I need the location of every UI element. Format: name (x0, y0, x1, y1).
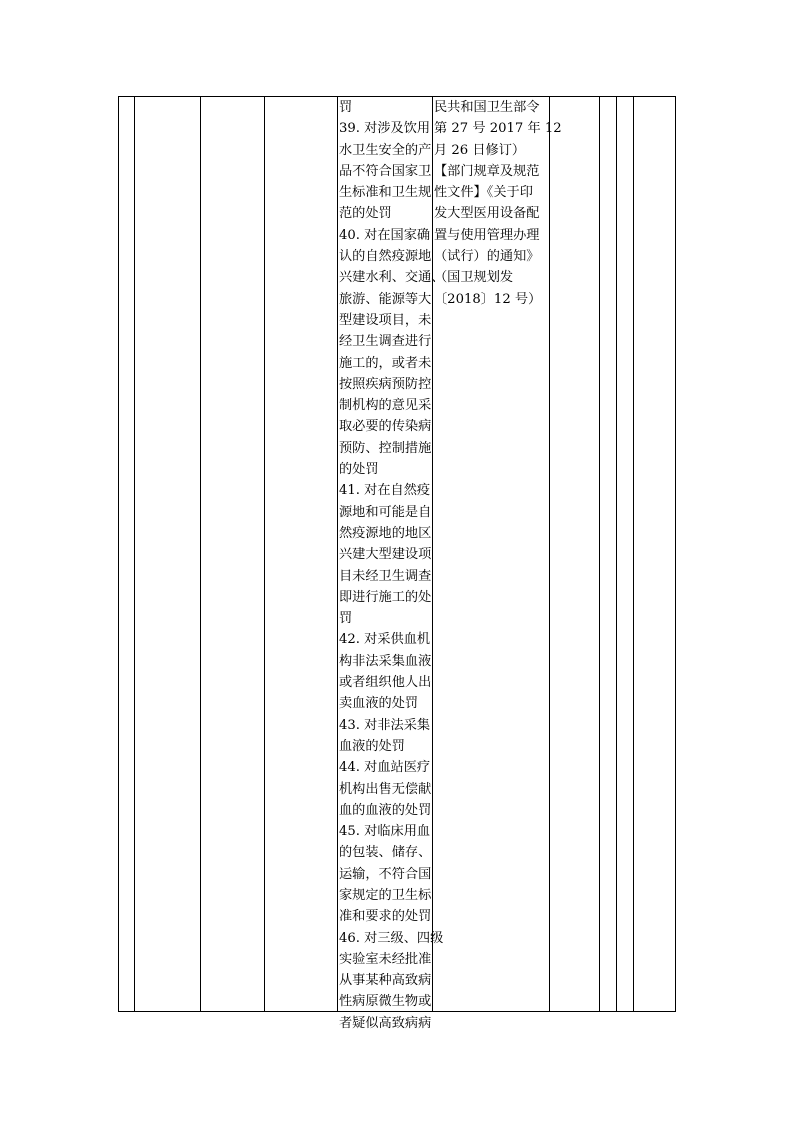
penalty-text-line: 43. 对非法采集 (339, 717, 431, 733)
penalty-text-line: 39. 对涉及饮用 (339, 121, 431, 137)
column-divider (432, 97, 433, 1011)
legal-basis-text-line: 民共和国卫生部令 (434, 100, 540, 115)
penalty-text-line: 41. 对在自然疫 (339, 483, 431, 499)
penalty-text-line: 45. 对临床用血 (339, 824, 431, 840)
penalty-text-line: 44. 对血站医疗 (339, 760, 431, 776)
penalty-text-line: 血液的处罚 (339, 738, 405, 754)
legal-basis-text-line: 【部门规章及规范 (434, 163, 540, 179)
column-divider (599, 97, 600, 1011)
penalty-text-line: 或者组织他人出 (339, 675, 432, 691)
penalty-text-line: 卖血液的处罚 (339, 696, 419, 712)
penalty-text-line: 血的血液的处罚 (339, 802, 432, 818)
penalty-text-line: 家规定的卫生标 (339, 887, 432, 903)
legal-basis-text-line: （国卫规划发 (434, 270, 514, 286)
penalty-text-line: 然疫源地的地区 (339, 525, 432, 541)
column-divider (200, 97, 201, 1011)
column-divider (549, 97, 550, 1011)
penalty-text-line: 构非法采集血液 (339, 653, 432, 669)
penalty-text-line: 生标准和卫生规 (339, 185, 432, 201)
penalty-text-line: 源地和可能是自 (339, 504, 432, 520)
penalty-text-line: 从事某种高致病 (339, 973, 432, 989)
penalty-text-line: 准和要求的处罚 (339, 909, 432, 925)
legal-basis-text-line: 置与使用管理办理 (434, 227, 540, 243)
penalty-text-line: 实验室未经批准 (339, 951, 432, 967)
penalty-text-line: 的处罚 (339, 462, 379, 478)
column-divider (264, 97, 265, 1011)
penalty-text-line: 罚 (339, 611, 353, 627)
column-divider (337, 97, 338, 1011)
penalty-text-line: 42. 对采供血机 (339, 632, 431, 648)
legal-basis-text-line: 〔2018〕12 号） (434, 291, 542, 307)
legal-basis-text-line: 第 27 号 2017 年 12 (434, 121, 562, 137)
column-divider (616, 97, 617, 1011)
penalty-text-line: 机构出售无偿献 (339, 781, 432, 797)
penalty-text-line: 目未经卫生调查 (339, 568, 432, 584)
legal-basis-text-line: 发大型医用设备配 (434, 206, 540, 222)
penalty-text-line: 经卫生调查进行 (339, 334, 432, 350)
penalty-text-line: 兴建大型建设项 (339, 547, 432, 563)
penalty-text-line: 运输，不符合国 (339, 866, 432, 882)
penalty-text-line: 性病原微生物或 (339, 994, 432, 1010)
penalty-text-line: 即进行施工的处 (339, 589, 432, 605)
column-divider (633, 97, 634, 1011)
penalty-text-line: 者疑似高致病病 (339, 1015, 432, 1031)
penalty-text-line: 认的自然疫源地 (339, 249, 432, 265)
penalty-text-line: 品不符合国家卫 (339, 163, 432, 179)
legal-basis-text-line: （试行）的通知》 (434, 249, 540, 265)
penalty-text-line: 旅游、能源等大 (339, 291, 432, 307)
penalty-text-line: 施工的，或者未 (339, 355, 432, 371)
penalty-text-line: 兴建水利、交通、 (339, 270, 445, 286)
penalty-text-line: 46. 对三级、四级 (339, 930, 444, 946)
penalty-items-cell (339, 97, 445, 1034)
penalty-text-line: 预防、控制措施 (339, 440, 432, 456)
penalty-text-line: 的包装、储存、 (339, 845, 432, 861)
legal-basis-text-line: 性文件】《关于印 (434, 185, 533, 201)
legal-basis-text-line: 月 26 日修订） (434, 142, 526, 158)
legal-basis-cell (434, 97, 562, 310)
penalty-text-line: 罚 (339, 100, 353, 115)
penalty-text-line: 水卫生安全的产 (339, 142, 432, 158)
penalty-text-line: 型建设项目，未 (339, 312, 432, 328)
penalty-text-line: 范的处罚 (339, 206, 392, 222)
penalty-text-line: 制机构的意见采 (339, 398, 432, 414)
penalty-text-line: 按照疾病预防控 (339, 376, 432, 392)
content-table (118, 96, 676, 1031)
penalty-text-line: 取必要的传染病 (339, 419, 432, 435)
column-divider (134, 97, 135, 1011)
penalty-text-line: 40. 对在国家确 (339, 227, 431, 243)
